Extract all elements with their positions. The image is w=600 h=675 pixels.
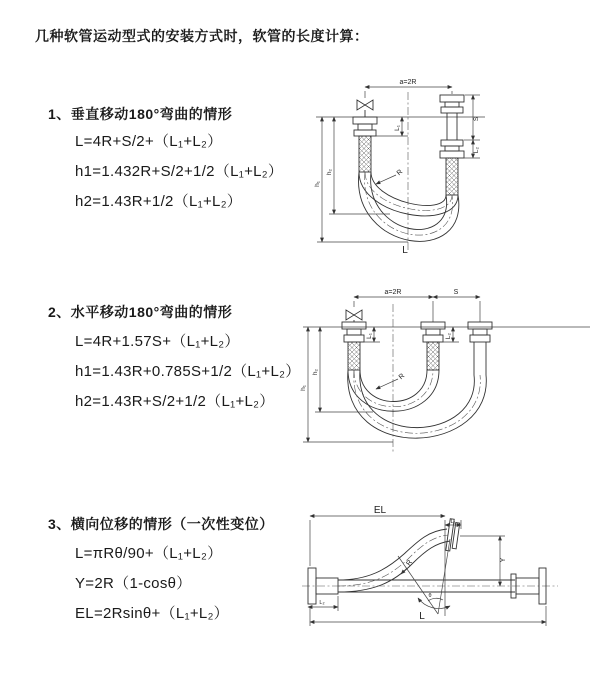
- d1-hose-position-1: [359, 172, 458, 216]
- d1-label-h1: h₁: [314, 181, 321, 187]
- section2-formula-L: L=4R+1.57S+（L₁+L₂）: [75, 333, 240, 350]
- page-title: 几种软管运动型式的安装方式时，软管的长度计算：: [35, 28, 369, 44]
- d3-label-r: R: [405, 559, 415, 568]
- diagram-lateral-displacement: [300, 498, 600, 653]
- d3-radius-construction: [398, 539, 450, 614]
- d3-hose-displaced: [338, 529, 450, 592]
- braided-hose-section: [359, 136, 371, 172]
- diagram-horizontal-180-bend: [298, 280, 598, 470]
- d2-left-pipe-end: [342, 322, 366, 370]
- section1-formula-L: L=4R+S/2+（L₁+L₂）: [75, 133, 223, 150]
- section2-formula-h1: h1=1.43R+0.785S+1/2（L₁+L₂）: [75, 363, 301, 380]
- d2-middle-pipe-end: [421, 322, 445, 370]
- d2-hose-position-2: [348, 370, 487, 438]
- d2-right-pipe-end-moved: [468, 322, 492, 375]
- section3-formula-L: L=πRθ/90+（L₁+L₂）: [75, 545, 223, 562]
- d2-label-l1: L₁: [366, 333, 373, 339]
- d2-label-r: R: [397, 372, 407, 382]
- section3-formula-EL: EL=2Rsinθ+（L₁+L₂）: [75, 605, 229, 622]
- section3-formula-Y: Y=2R（1-cosθ）: [75, 575, 192, 592]
- d1-label-h2: h₂: [326, 168, 333, 176]
- section2-heading: 2、水平移动180°弯曲的情形: [48, 304, 233, 320]
- braided-hose-section: [348, 342, 360, 370]
- d1-label-s: S: [473, 116, 480, 122]
- d2-label-s: S: [453, 289, 459, 296]
- braided-hose-section: [446, 158, 458, 195]
- d1-drawing: [316, 87, 485, 250]
- diagram-vertical-180-bend: [310, 72, 598, 257]
- section3-heading: 3、横向位移的情形（一次性变位）: [48, 516, 274, 532]
- d2-label-a2r: a=2R: [384, 289, 402, 296]
- section2-formula-h2: h2=1.43R+S/2+1/2（L₁+L₂）: [75, 393, 275, 410]
- d2-drawing: [303, 297, 590, 452]
- section1-formula-h1: h1=1.432R+S/2+1/2（L₁+L₂）: [75, 163, 284, 180]
- d3-label-l: L: [419, 611, 425, 622]
- d1-label-l1: L₁: [394, 125, 401, 131]
- d2-label-h2: h₂: [312, 368, 319, 376]
- d3-label-el: EL: [373, 505, 387, 516]
- d1-right-pipe-end: [440, 95, 464, 195]
- d3-label-y: Y: [500, 557, 507, 563]
- d1-left-pipe-end: [353, 117, 377, 172]
- d3-label-l1: L₁: [450, 519, 456, 525]
- d1-label-l: L: [402, 245, 408, 256]
- d1-label-r: R: [395, 168, 405, 178]
- d1-label-a2r: a=2R: [399, 79, 417, 86]
- section1-formula-h2: h2=1.43R+1/2（L₁+L₂）: [75, 193, 243, 210]
- d3-label-l2: L₂: [319, 600, 325, 606]
- braided-hose-section: [427, 342, 439, 370]
- valve-icon: [357, 100, 373, 117]
- d1-label-l2: L₂: [473, 146, 480, 154]
- valve-icon: [346, 310, 362, 322]
- section1-heading: 1、垂直移动180°弯曲的情形: [48, 106, 233, 122]
- d3-label-theta: θ: [428, 593, 432, 599]
- d2-label-h1: h₁: [300, 385, 307, 391]
- d2-label-l2: L₂: [445, 332, 452, 340]
- d3-drawing: [302, 516, 558, 626]
